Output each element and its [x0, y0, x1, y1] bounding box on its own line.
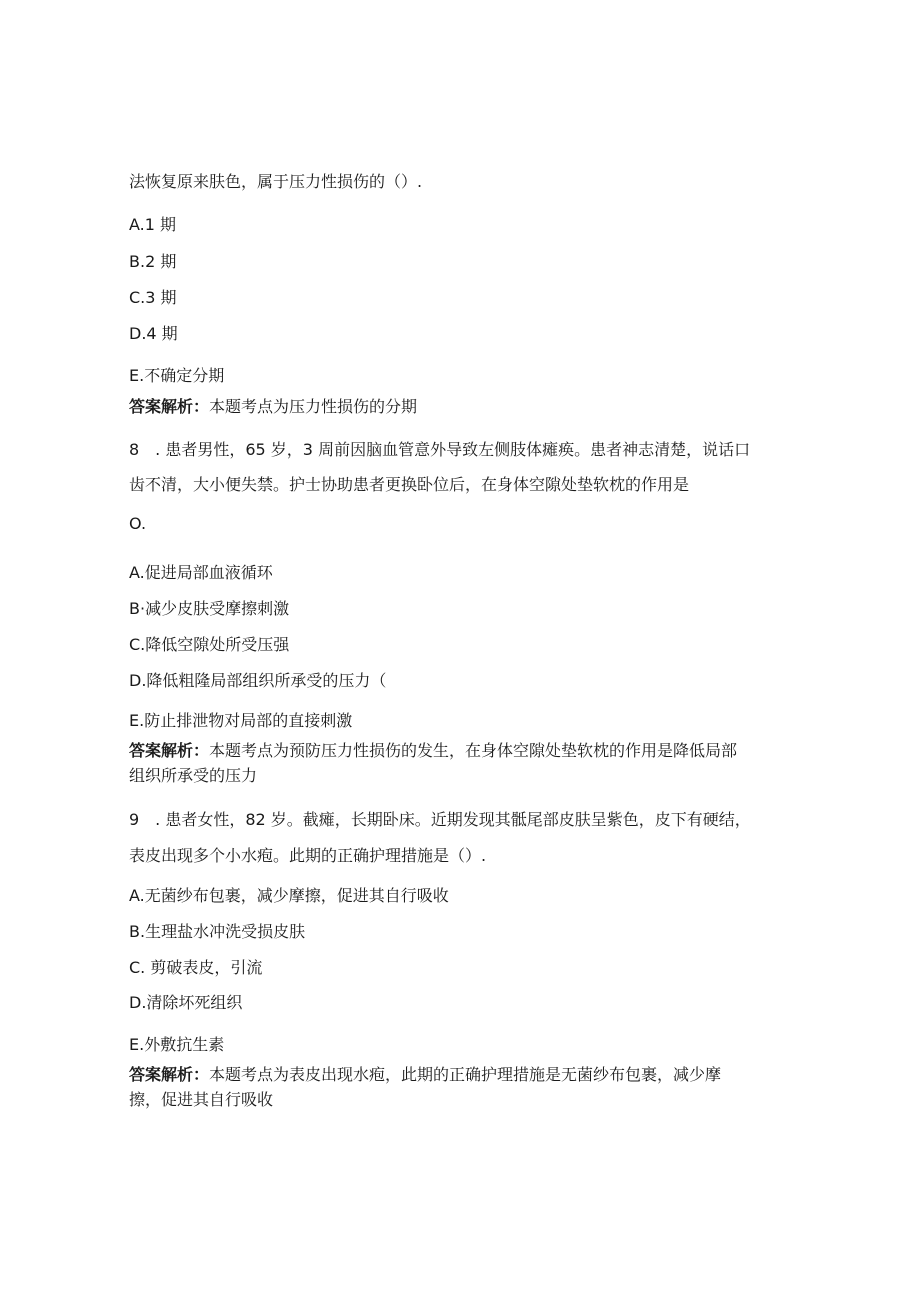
q8-option-c: C.降低空隙处所受压强	[129, 635, 290, 654]
q9-stem-line-1: 9 . 患者女性，82 岁。截瘫，长期卧床。近期发现其骶尾部皮肤呈紫色，皮下有硬结，	[129, 810, 751, 829]
q9-answer-text-1: 本题考点为表皮出现水疱，此期的正确护理措施是无菌纱布包裹，减少摩	[209, 1065, 722, 1084]
q8-answer-label: 答案解析：	[129, 741, 210, 760]
q8-stem-line-1: 8 . 患者男性，65 岁，3 周前因脑血管意外导致左侧肢体瘫痪。患者神志清楚，说话口	[129, 440, 751, 459]
q9-option-a: A.无菌纱布包裹，减少摩擦，促进其自行吸收	[129, 886, 449, 905]
q8-stem-line-2: 齿不清，大小便失禁。护士协助患者更换卧位后，在身体空隙处垫软枕的作用是	[129, 475, 690, 494]
q7-answer-text: 本题考点为压力性损伤的分期	[209, 397, 418, 416]
q8-option-b: B·减少皮肤受摩擦刺激	[129, 599, 290, 618]
q7-option-e: E.不确定分期	[129, 366, 225, 385]
q7-option-c: C.3 期	[129, 288, 177, 307]
q9-answer-line-1	[129, 1065, 721, 1085]
q7-answer-label: 答案解析：	[129, 397, 210, 416]
q9-option-e: E.外敷抗生素	[129, 1035, 225, 1054]
q9-stem-line-2: 表皮出现多个小水疱。此期的正确护理措施是（）.	[129, 846, 487, 865]
q8-answer-line-1	[129, 741, 737, 761]
q8-answer-line-2: 组织所承受的压力	[129, 766, 258, 785]
q9-option-b: B.生理盐水冲洗受损皮肤	[129, 922, 306, 941]
q9-option-d: D.清除坏死组织	[129, 993, 243, 1012]
q7-option-a: A.1 期	[129, 215, 177, 234]
q9-option-c: C. 剪破表皮，引流	[129, 958, 263, 977]
q7-option-b: B.2 期	[129, 252, 177, 271]
q8-option-e: E.防止排泄物对局部的直接刺激	[129, 711, 353, 730]
q8-option-d: D.降低粗隆局部组织所承受的压力（	[129, 671, 387, 690]
q7-stem-tail: 法恢复原来肤色，属于压力性损伤的（）.	[129, 172, 423, 191]
q8-option-a: A.促进局部血液循环	[129, 563, 273, 582]
q7-option-d: D.4 期	[129, 324, 178, 343]
q8-stem-line-3: O.	[129, 514, 147, 533]
q7-answer	[129, 397, 417, 417]
q8-answer-text-1: 本题考点为预防压力性损伤的发生，在身体空隙处垫软枕的作用是降低局部	[209, 741, 738, 760]
q9-answer-label: 答案解析：	[129, 1065, 210, 1084]
q9-answer-line-2: 擦，促进其自行吸收	[129, 1090, 274, 1109]
